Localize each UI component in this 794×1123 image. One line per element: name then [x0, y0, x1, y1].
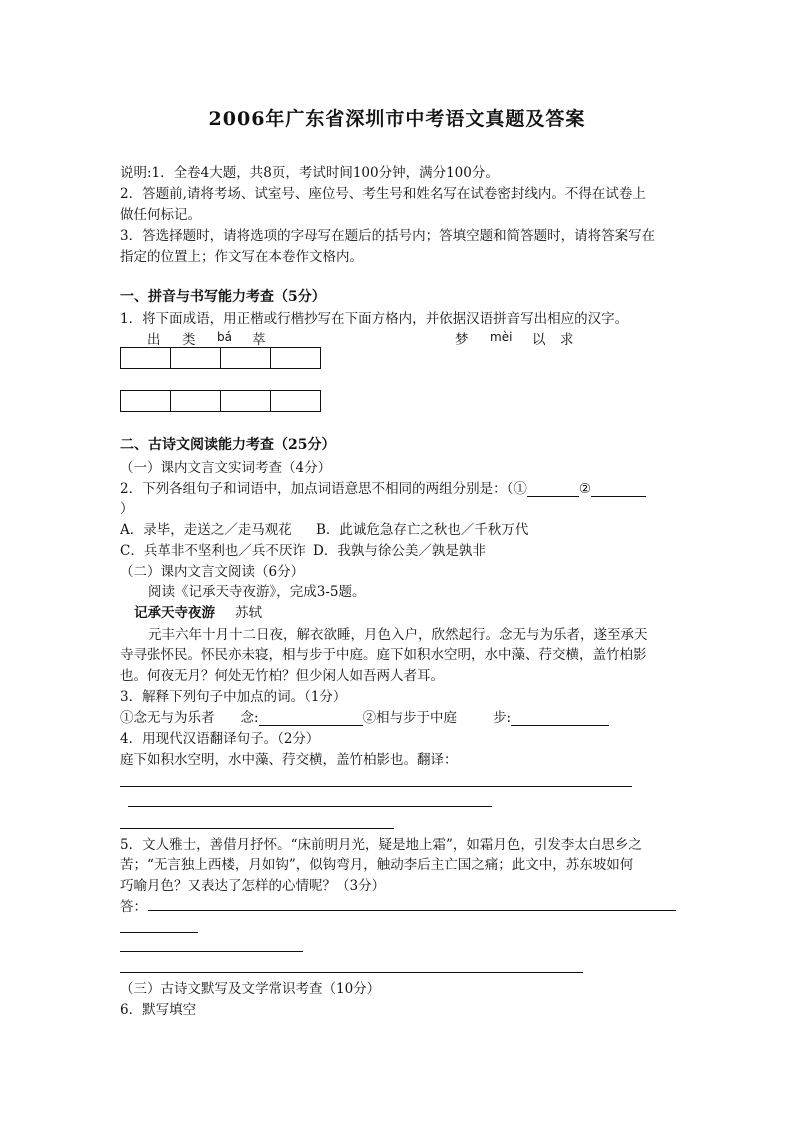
idiom-1-char-2: 类: [182, 332, 196, 348]
question-6: 6．默写填空: [120, 1002, 197, 1018]
grid-cell[interactable]: [220, 347, 271, 369]
essay-heading: [134, 601, 262, 621]
grid-cell[interactable]: [220, 390, 271, 412]
question-4-sentence: 庭下如积水空明，水中藻、荇交横，盖竹柏影也。翻译：: [120, 752, 458, 768]
idiom-2-char-3: 以: [532, 332, 546, 348]
page-title: 2006年广东省深圳市中考语文真题及答案: [208, 108, 586, 130]
idiom-2-pinyin: mèi: [490, 330, 513, 344]
idiom-2-char-1: 梦: [455, 332, 469, 348]
question-3-blank-2[interactable]: [511, 709, 609, 726]
question-3-blank-1[interactable]: [259, 709, 363, 726]
option-a: A．录毕，走送之／走马观花: [120, 522, 292, 538]
essay-title: 记承天寺夜游: [134, 605, 215, 621]
idiom-2-char-4: 求: [560, 332, 574, 348]
question-5-answer-label: 答：: [120, 899, 147, 915]
note-line-2a: 2．答题前,请将考场、试室号、座位号、考生号和姓名写在试卷密封线内。不得在试卷上: [120, 186, 646, 202]
grid-cell[interactable]: [120, 390, 171, 412]
question-2-close-paren: ）: [120, 501, 134, 517]
section-2-part-2: （二）课内文言文阅读（6分）: [120, 564, 305, 580]
grid-cell[interactable]: [120, 347, 171, 369]
note-line-1: 说明:1．全卷4大题，共8页，考试时间100分钟，满分100分。: [120, 165, 499, 181]
essay-line-3: 也。何夜无月？何处无竹柏？但少闲人如吾两人者耳。: [120, 668, 444, 684]
question-3-items: [120, 706, 609, 726]
question-4: 4．用现代汉语翻译句子。（2分）: [120, 731, 320, 747]
question-3-item-1: ①念无与为乐者: [120, 710, 215, 726]
option-d: D．我孰与徐公美／孰是孰非: [313, 543, 486, 559]
grid-cell[interactable]: [270, 347, 321, 369]
idiom-1-char-1: 出: [147, 332, 161, 348]
answer-line[interactable]: [120, 786, 632, 787]
question-3-item-2: ②相与步于中庭: [362, 710, 458, 726]
question-3-item-2-word: 步:: [493, 710, 512, 726]
answer-line[interactable]: [148, 910, 676, 911]
section-2-heading: 二、古诗文阅读能力考查（25分）: [120, 437, 336, 453]
answer-line[interactable]: [128, 806, 492, 807]
essay-line-2: 寺寻张怀民。怀民亦未寝，相与步于中庭。庭下如积水空明，水中藻、荇交横，盖竹柏影: [120, 647, 647, 663]
question-2-circle-2: ②: [578, 481, 591, 497]
idiom-1-pinyin: bá: [217, 330, 232, 344]
writing-grid-1[interactable]: [120, 347, 320, 369]
question-2-blank-1[interactable]: [527, 480, 579, 497]
answer-line[interactable]: [120, 828, 394, 829]
question-5-line-3: 巧喻月色？又表达了怎样的心情呢？（3分）: [120, 878, 386, 894]
question-2-text: 2．下列各组句子和词语中，加点词语意思不相同的两组分别是：（①: [120, 481, 527, 497]
grid-cell[interactable]: [170, 347, 221, 369]
grid-cell[interactable]: [170, 390, 221, 412]
question-5-line-2: 苦；“无言独上西楼，月如钩”，似钩弯月，触动李后主亡国之痛；此文中，苏东坡如何: [120, 857, 634, 873]
grid-cell[interactable]: [270, 390, 321, 412]
answer-line[interactable]: [120, 972, 583, 973]
note-line-3b: 指定的位置上；作文写在本卷作文格内。: [120, 249, 363, 265]
question-1: 1．将下面成语，用正楷或行楷抄写在下面方格内，并依据汉语拼音写出相应的汉字。: [120, 311, 629, 327]
answer-line[interactable]: [120, 932, 198, 933]
question-5-line-1: 5．文人雅士，善借月抒怀。“床前明月光，疑是地上霜”，如霜月色，引发李太白思乡之: [120, 837, 642, 853]
writing-grid-2[interactable]: [120, 390, 320, 412]
answer-line[interactable]: [120, 951, 303, 952]
option-b: B．此诚危急存亡之秋也／千秋万代: [316, 522, 529, 538]
question-2-blank-2[interactable]: [591, 480, 646, 497]
idiom-1-char-4: 萃: [252, 332, 266, 348]
question-3-item-1-word: 念:: [240, 710, 259, 726]
essay-line-1: 元丰六年十月十二日夜，解衣欲睡，月色入户，欣然起行。念无与为乐者，遂至承天: [148, 627, 648, 643]
reading-instruction: 阅读《记承天寺夜游》，完成3-5题。: [148, 584, 366, 600]
option-c: C．兵革非不坚利也／兵不厌诈: [120, 543, 306, 559]
essay-author: 苏轼: [235, 605, 262, 621]
section-1-heading: 一、拼音与书写能力考查（5分）: [120, 289, 326, 305]
note-line-2b: 做任何标记。: [120, 207, 201, 223]
question-3: 3．解释下列句子中加点的词。（1分）: [120, 689, 347, 705]
note-line-3a: 3．答选择题时，请将选项的字母写在题后的括号内；答填空题和简答题时，请将答案写在: [120, 228, 656, 244]
section-2-part-3: （三）古诗文默写及文学常识考查（10分）: [120, 981, 381, 997]
question-2: [120, 477, 646, 497]
section-2-part-1: （一）课内文言文实词考查（4分）: [120, 460, 332, 476]
